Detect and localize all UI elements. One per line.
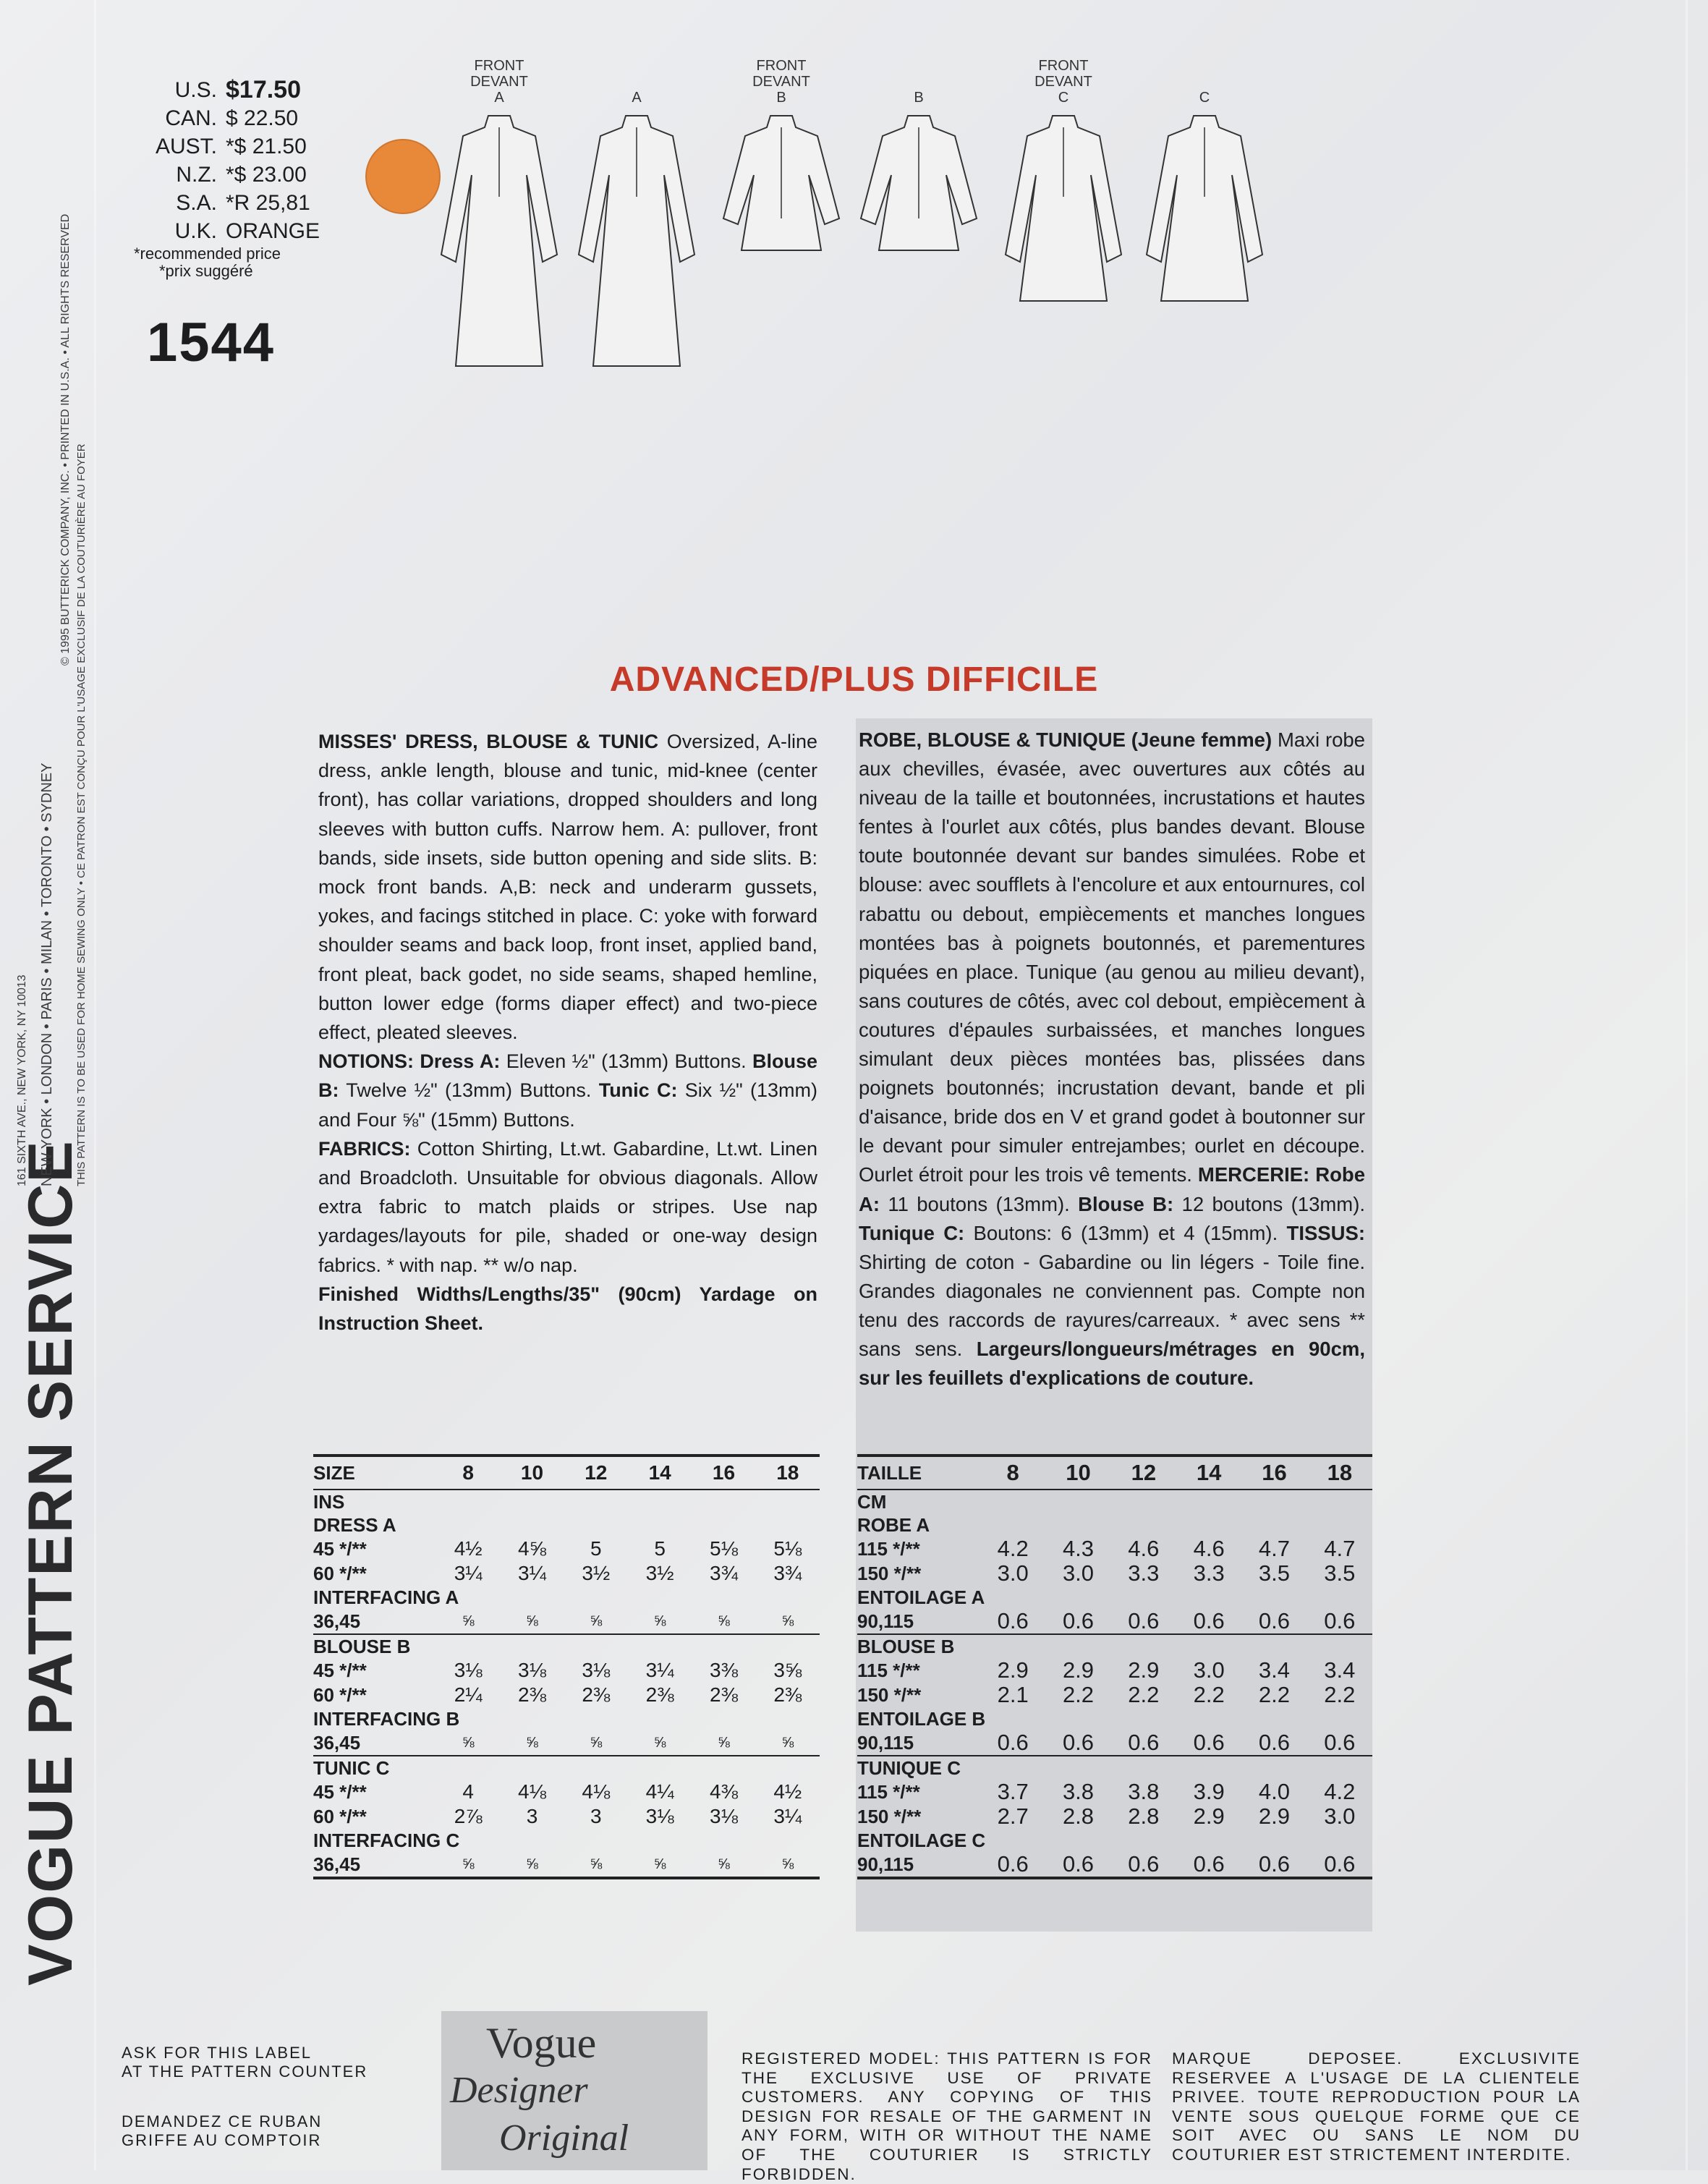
table-row <box>857 1730 1372 1756</box>
notions-c: Six ½" (13mm) and Four ⅝" (15mm) Buttons. <box>318 1079 817 1131</box>
table-cell: 0.6 <box>980 1852 1045 1878</box>
yardage-table-english <box>313 1454 820 1879</box>
row-label: 150 */** <box>857 1806 922 1827</box>
table-cell: 3.4 <box>1258 1657 1291 1683</box>
table-cell: 4½ <box>454 1537 483 1560</box>
english-body: Oversized, A-line dress, ankle length, blouse and tunic, mid-knee (center front), has collar variations, dropped shoulders and long sleeves with button cuffs. Narrow hem. A: pullover, front bands, side insets, side button opening and side slits. B: mock front bands. A,B: neck and underarm gussets, yokes, and facings stitched in place. C: yoke with forward shoulder seams and back loop, front inset, applied band, front pleat, back godet, no side seams, shaped hemline, button lower edge (forms diaper effect) and two-piece effect, pleated sleeves. <box>318 731 817 1044</box>
table-cell: 4⅜ <box>710 1780 738 1803</box>
table-cell: ⅝ <box>628 1852 692 1878</box>
sketch-view <box>709 58 854 255</box>
table-cell: 3¼ <box>518 1562 546 1584</box>
table-cell: 2⅜ <box>710 1683 738 1706</box>
price-value: *R 25,81 <box>226 191 310 215</box>
group-row <box>313 1756 820 1780</box>
row-label: 36,45 <box>313 1610 361 1632</box>
table-cell: 3¼ <box>773 1805 802 1827</box>
sketch-line1: FRONT <box>756 58 807 74</box>
sketch-view: C <box>1058 90 1069 106</box>
french-title: ROBE, BLOUSE & TUNIQUE (Jeune femme) <box>859 728 1272 751</box>
sketch-view <box>1132 58 1277 305</box>
table-cell: 2¼ <box>454 1683 483 1706</box>
table-cell: 4⅝ <box>518 1537 546 1560</box>
group-row <box>857 1513 1372 1537</box>
group-name: INTERFACING C <box>313 1830 460 1851</box>
table-row <box>857 1658 1372 1683</box>
sketch-line2: DEVANT <box>470 74 528 90</box>
price-note: *prix suggéré <box>159 262 253 280</box>
table-cell: 4 <box>462 1780 474 1803</box>
group-row <box>857 1707 1372 1730</box>
row-label: 60 */** <box>313 1563 367 1584</box>
table-cell: 2.9 <box>1128 1657 1160 1683</box>
sketch-view <box>564 58 709 370</box>
price-row <box>134 104 329 132</box>
table-cell: ⅝ <box>590 1613 603 1629</box>
table-cell: 0.6 <box>997 1608 1029 1633</box>
table-cell: 4.3 <box>1062 1536 1095 1561</box>
size-header: 10 <box>500 1456 564 1490</box>
table-cell: 5 <box>654 1537 666 1560</box>
table-cell: 0.6 <box>1193 1608 1225 1633</box>
price-region: N.Z. <box>176 163 217 187</box>
tissus-text: Shirting de coton - Gabardine ou lin légers - Toile fine. Grandes diagonales ne conviennent pas. Compte non tenu des raccords de rayures/carreaux. * avec sens ** sans sens. <box>859 1250 1365 1360</box>
legal-english: REGISTERED MODEL: THIS PATTERN IS FOR THE EXCLUSIVE USE OF PRIVATE CUSTOMERS. ANY COPYING OF THIS DESIGN FOR RESALE OF THE GARMENT IN ANY FORM, WITH OR WITHOUT THE NAME OF THE COUTURIER IS STRICTLY FORBIDDEN. <box>742 2049 1152 2183</box>
table-cell: 3 <box>526 1805 538 1827</box>
table-cell: 2.2 <box>1258 1682 1291 1707</box>
row-label: 90,115 <box>857 1852 980 1878</box>
table-cell: 0.6 <box>1128 1730 1160 1755</box>
table-cell: 2⅞ <box>454 1805 483 1827</box>
table-cell: 2.1 <box>997 1682 1029 1707</box>
garment-sketch-icon <box>434 110 564 370</box>
group-name: TUNIC C <box>313 1756 820 1780</box>
price-note: *recommended price <box>134 245 281 263</box>
table-row <box>313 1683 820 1707</box>
table-header-row <box>857 1456 1372 1490</box>
table-cell: ⅝ <box>781 1735 794 1751</box>
table-cell: 3¾ <box>710 1562 738 1584</box>
group-name: ENTOILAGE A <box>857 1586 985 1608</box>
table-row <box>857 1561 1372 1586</box>
table-cell: 3¾ <box>773 1562 802 1584</box>
table-cell: ⅝ <box>590 1735 603 1751</box>
notions-b-label: Blouse B: <box>318 1050 817 1102</box>
price-list <box>134 76 329 280</box>
table-cell: 0.6 <box>1128 1608 1160 1633</box>
english-description <box>318 727 817 1338</box>
row-label: 150 */** <box>857 1684 922 1706</box>
table-cell: 3¼ <box>454 1562 483 1584</box>
table-cell: 4.0 <box>1258 1779 1291 1804</box>
unit-row <box>313 1490 820 1513</box>
mercerie-c-label: Tunique C: <box>859 1221 965 1244</box>
table-cell: 3.8 <box>1062 1779 1095 1804</box>
spine-home-sewing: THIS PATTERN IS TO BE USED FOR HOME SEWING ONLY • CE PATRON EST CONÇU POUR L'USAGE EXCLUSIF DE LA COUTURIÈRE AU FOYER <box>75 443 88 1186</box>
group-row <box>313 1586 820 1609</box>
spine-copyright: © 1995 BUTTERICK COMPANY, INC. • PRINTED IN U.S.A. • ALL RIGHTS RESERVED <box>59 213 72 666</box>
table-row <box>313 1561 820 1586</box>
sketch-line1: FRONT <box>474 58 524 74</box>
table-cell: 4⅛ <box>582 1780 611 1803</box>
table-cell: 0.6 <box>1045 1852 1110 1878</box>
price-row <box>134 189 329 217</box>
table-row <box>857 1804 1372 1829</box>
size-header-label: SIZE <box>313 1456 436 1490</box>
price-row <box>134 76 329 104</box>
table-cell: 3½ <box>645 1562 674 1584</box>
sketch-line2: DEVANT <box>1034 74 1092 90</box>
table-cell: 4½ <box>773 1780 802 1803</box>
dem-line-1: DEMANDEZ CE RUBAN <box>122 2112 323 2130</box>
french-body: Maxi robe aux chevilles, évasée, avec ouvertures aux côtés au niveau de la taille et boutonnées, incrustations et hautes fentes à l'ourlet aux côtés, plus bandes devant. Blouse toute boutonnée devant sur bandes simulées. Robe et blouse: avec soufflets à l'encolure et aux entournures, col rabattu ou debout, empiècements et manches longues montées bas à poignets boutonnés, et parementures piquées en place. Tunique (au genou au milieu devant), sans coutures de côtés, avec col debout, empiècement à coutures d'épaules surbaissées, et manches longues simulant deux pièces montées bas, plissées dans poignets boutonnés; incrustation devant, bande et pli d'aisance, bride dos en V et grand godet à boutonner sur le devant pour simuler entrejambes; ourlet en découpe. Ourlet étroit pour les trois vê tements. <box>859 728 1365 1186</box>
row-label: 45 */** <box>313 1538 367 1560</box>
group-name: TUNIQUE C <box>857 1756 1372 1780</box>
sketch-view: A <box>632 90 642 106</box>
table-cell: 3.0 <box>1062 1560 1095 1586</box>
table-cell: ⅝ <box>526 1735 538 1751</box>
sketch-view <box>991 58 1136 305</box>
group-row <box>857 1586 1372 1609</box>
sketch-line2: DEVANT <box>752 74 810 90</box>
legal-french: MARQUE DEPOSEE. EXCLUSIVITE RESERVEE A L'USAGE DE LA CLIENTELE PRIVEE. TOUTE REPRODUCTION POUR LA VENTE SOUS QUELQUE FORME QUE CE SOIT AVEC OU SANS LE NOM DU COUTURIER EST STRICTEMENT INTERDITE. <box>1172 2049 1581 2164</box>
table-cell: 2.2 <box>1062 1682 1095 1707</box>
unit-label: INS <box>313 1491 345 1513</box>
table-cell: ⅝ <box>462 1613 475 1629</box>
table-cell: ⅝ <box>756 1852 820 1878</box>
row-label: 115 */** <box>857 1660 920 1681</box>
table-cell: 4.6 <box>1193 1536 1225 1561</box>
table-cell: 0.6 <box>1193 1730 1225 1755</box>
table-cell: 3 <box>590 1805 602 1827</box>
table-cell: 5 <box>590 1537 602 1560</box>
group-row <box>857 1756 1372 1780</box>
table-cell: 4.6 <box>1128 1536 1160 1561</box>
table-cell: 4¼ <box>645 1780 674 1803</box>
table-cell: 2.8 <box>1128 1803 1160 1829</box>
sketch-line1 <box>564 58 709 74</box>
price-region: S.A. <box>176 191 217 215</box>
table-cell: 3.7 <box>997 1779 1029 1804</box>
table-cell: 2⅜ <box>645 1683 674 1706</box>
table-cell: 2.9 <box>1258 1803 1291 1829</box>
label-vogue: Vogue <box>486 2019 597 2067</box>
table-cell: 2.7 <box>997 1803 1029 1829</box>
table-cell: 2⅜ <box>582 1683 611 1706</box>
sketch-view: B <box>776 90 786 106</box>
label-original: Original <box>499 2117 629 2159</box>
largeurs-note: Largeurs/longueurs/métrages en 90cm, sur les feuillets d'explications de couture. <box>859 1337 1365 1390</box>
row-label: 90,115 <box>857 1610 914 1632</box>
table-cell: ⅝ <box>718 1613 730 1629</box>
row-label: 90,115 <box>857 1732 914 1754</box>
group-row <box>313 1829 820 1852</box>
table-row <box>857 1609 1372 1634</box>
sketch-line2 <box>1132 74 1277 90</box>
table-cell: 0.6 <box>1062 1730 1095 1755</box>
row-label: 60 */** <box>313 1806 367 1827</box>
table-cell: 0.6 <box>1241 1852 1307 1878</box>
mercerie-c: Boutons: 6 (13mm) et 4 (15mm). <box>964 1221 1287 1244</box>
group-row <box>857 1634 1372 1658</box>
table-cell: 4.2 <box>1324 1779 1356 1804</box>
mercerie-b-label: Blouse B: <box>1078 1192 1174 1215</box>
table-row <box>313 1804 820 1829</box>
table-cell: 3.0 <box>1324 1803 1356 1829</box>
garment-sketch-icon <box>716 110 846 255</box>
table-cell: 0.6 <box>1111 1852 1176 1878</box>
demandez-label-note <box>122 2112 322 2150</box>
garment-sketch-icon <box>1139 110 1270 305</box>
row-label: 150 */** <box>857 1563 922 1584</box>
row-label: 45 */** <box>313 1660 367 1681</box>
table-cell: 0.6 <box>1062 1608 1095 1633</box>
table-header-row <box>313 1456 820 1490</box>
table-cell: 3.9 <box>1193 1779 1225 1804</box>
table-row <box>857 1852 1372 1878</box>
group-row <box>313 1634 820 1658</box>
table-cell: 3.3 <box>1128 1560 1160 1586</box>
sketch-view <box>846 58 991 255</box>
price-region: U.S. <box>174 78 217 102</box>
designer-label <box>441 2011 708 2170</box>
row-label: 36,45 <box>313 1732 361 1754</box>
price-row <box>134 132 329 161</box>
table-cell: 3.5 <box>1324 1560 1356 1586</box>
table-cell: 3.4 <box>1324 1657 1356 1683</box>
group-name: DRESS A <box>313 1514 396 1536</box>
table-cell: 0.6 <box>1324 1608 1356 1633</box>
table-row <box>857 1537 1372 1561</box>
notions-label: NOTIONS: <box>318 1050 414 1073</box>
size-header: 18 <box>1307 1456 1372 1490</box>
price-value: ORANGE <box>226 219 320 243</box>
table-cell: 0.6 <box>1307 1852 1372 1878</box>
sketch-view: A <box>494 90 504 106</box>
table-cell: 5⅛ <box>773 1537 802 1560</box>
mercerie-a: 11 boutons (13mm). <box>880 1192 1079 1215</box>
yardage-table <box>313 1454 820 1879</box>
group-name: INTERFACING B <box>313 1708 460 1730</box>
size-header: 16 <box>692 1456 755 1490</box>
table-cell: 2.9 <box>997 1657 1029 1683</box>
notions-c-label: Tunic C: <box>598 1079 678 1102</box>
table-row <box>313 1658 820 1683</box>
table-cell: 2.9 <box>1062 1657 1095 1683</box>
ask-line-2: AT THE PATTERN COUNTER <box>122 2062 368 2081</box>
label-designer: Designer <box>450 2070 588 2111</box>
group-name: INTERFACING A <box>313 1586 459 1608</box>
table-row <box>313 1780 820 1804</box>
row-label: 60 */** <box>313 1684 367 1706</box>
table-cell: 3⅛ <box>518 1659 546 1681</box>
notions-a-label: Dress A: <box>420 1050 501 1073</box>
table-cell: 0.6 <box>1258 1608 1291 1633</box>
price-value: $17.50 <box>226 76 301 103</box>
table-cell: 3½ <box>582 1562 611 1584</box>
group-row <box>313 1707 820 1730</box>
size-header: 14 <box>628 1456 692 1490</box>
size-header: 10 <box>1045 1456 1110 1490</box>
yardage-table <box>857 1454 1372 1879</box>
sketch-view: B <box>914 90 924 106</box>
row-label: 45 */** <box>313 1781 367 1803</box>
table-cell: 3.8 <box>1128 1779 1160 1804</box>
table-cell: 2⅜ <box>518 1683 546 1706</box>
table-row <box>313 1537 820 1561</box>
mercerie-label: MERCERIE: Robe A: <box>859 1163 1365 1215</box>
unit-label: CM <box>857 1491 887 1513</box>
table-cell: 5⅛ <box>710 1537 738 1560</box>
sketch-view <box>427 58 572 370</box>
price-row <box>134 217 329 245</box>
table-cell: ⅝ <box>564 1852 628 1878</box>
sketch-line1 <box>1132 58 1277 74</box>
sketch-view: C <box>1199 90 1210 106</box>
size-header: 18 <box>756 1456 820 1490</box>
price-value: *$ 23.00 <box>226 163 307 187</box>
table-cell: ⅝ <box>526 1613 538 1629</box>
notions-a: Eleven ½" (13mm) Buttons. <box>500 1050 752 1073</box>
sketch-line2 <box>564 74 709 90</box>
size-header: 16 <box>1241 1456 1307 1490</box>
size-header: 8 <box>436 1456 500 1490</box>
table-cell: 4.2 <box>997 1536 1029 1561</box>
fold-crease <box>94 0 96 2170</box>
group-name: BLOUSE B <box>857 1634 1372 1658</box>
table-cell: ⅝ <box>653 1735 666 1751</box>
table-row <box>313 1730 820 1756</box>
price-region: AUST. <box>155 135 217 158</box>
group-name: ENTOILAGE C <box>857 1830 986 1851</box>
difficulty-heading: ADVANCED/PLUS DIFFICILE <box>609 660 1099 699</box>
row-label: 115 */** <box>857 1781 920 1803</box>
sketch-line2 <box>846 74 991 90</box>
notions-b: Twelve ½" (13mm) Buttons. <box>339 1079 599 1102</box>
table-cell: 2.2 <box>1324 1682 1356 1707</box>
tissus-label: TISSUS: <box>1286 1221 1365 1244</box>
unit-row <box>857 1490 1372 1513</box>
size-header: 14 <box>1176 1456 1241 1490</box>
table-cell: ⅝ <box>692 1852 755 1878</box>
fabrics-text: Cotton Shirting, Lt.wt. Gabardine, Lt.wt. Linen and Broadcloth. Unsuitable for obvious diagonals. Allow extra fabric to match plaids or stripes. Use nap yardages/layouts for pile, shaded or one-way design fabrics. * with nap. ** w/o nap. <box>318 1137 817 1276</box>
group-name: BLOUSE B <box>313 1634 820 1658</box>
table-cell: 3.0 <box>997 1560 1029 1586</box>
table-cell: 3⅝ <box>773 1659 802 1681</box>
group-row <box>857 1829 1372 1852</box>
table-cell: 4⅛ <box>518 1780 546 1803</box>
size-header: 12 <box>564 1456 628 1490</box>
price-region: U.K. <box>174 219 217 243</box>
table-cell: 3⅛ <box>710 1805 738 1827</box>
garment-sketch-icon <box>854 110 984 255</box>
table-cell: ⅝ <box>781 1613 794 1629</box>
spine-cities: NEW YORK • LONDON • PARIS • MILAN • TORONTO • SYDNEY <box>39 762 55 1186</box>
table-cell: 2.8 <box>1062 1803 1095 1829</box>
pattern-number: 1544 <box>147 312 276 373</box>
table-cell: 0.6 <box>997 1730 1029 1755</box>
table-row <box>313 1609 820 1634</box>
table-cell: 3⅛ <box>582 1659 611 1681</box>
spine-title: VOGUE PATTERN SERVICE <box>16 1139 85 1986</box>
group-name: ROBE A <box>857 1514 930 1536</box>
table-cell: 2.9 <box>1193 1803 1225 1829</box>
table-cell: 3.0 <box>1193 1657 1225 1683</box>
size-header: 8 <box>980 1456 1045 1490</box>
french-description <box>859 726 1365 1393</box>
price-region: CAN. <box>165 106 217 130</box>
table-row <box>857 1683 1372 1707</box>
spine-address: 161 SIXTH AVE., NEW YORK, NY 10013 <box>16 974 28 1186</box>
table-row <box>857 1780 1372 1804</box>
row-label: 115 */** <box>857 1538 920 1560</box>
garment-sketch-icon <box>572 110 702 370</box>
yardage-table-french <box>857 1454 1372 1879</box>
price-value: *$ 21.50 <box>226 135 307 158</box>
table-cell: ⅝ <box>500 1852 564 1878</box>
table-cell: 0.6 <box>1324 1730 1356 1755</box>
table-cell: 4.7 <box>1324 1536 1356 1561</box>
size-header-label: TAILLE <box>857 1456 980 1490</box>
table-cell: ⅝ <box>718 1735 730 1751</box>
ask-line-1: ASK FOR THIS LABEL <box>122 2044 313 2062</box>
table-cell: 2.2 <box>1128 1682 1160 1707</box>
table-cell: 3¼ <box>645 1659 674 1681</box>
table-cell: 2⅜ <box>773 1683 802 1706</box>
sketch-line1 <box>846 58 991 74</box>
table-cell: 4.7 <box>1258 1536 1291 1561</box>
group-row <box>313 1513 820 1537</box>
dem-line-2: GRIFFE AU COMPTOIR <box>122 2131 322 2149</box>
table-cell: 3.3 <box>1193 1560 1225 1586</box>
finished-note: Finished Widths/Lengths/35" (90cm) Yardage on Instruction Sheet. <box>318 1283 817 1335</box>
table-cell: 3⅛ <box>645 1805 674 1827</box>
price-row <box>134 161 329 189</box>
english-title: MISSES' DRESS, BLOUSE & TUNIC <box>318 731 659 752</box>
price-value: $ 22.50 <box>226 106 299 130</box>
fold-crease <box>1686 0 1688 2170</box>
table-cell: 3⅛ <box>454 1659 483 1681</box>
mercerie-b: 12 boutons (13mm). <box>1173 1192 1365 1215</box>
table-cell: 2.2 <box>1193 1682 1225 1707</box>
sketch-line1: FRONT <box>1038 58 1089 74</box>
table-cell: 0.6 <box>1258 1730 1291 1755</box>
ask-label-note <box>122 2044 367 2081</box>
table-cell: 3.5 <box>1258 1560 1291 1586</box>
table-cell: ⅝ <box>653 1613 666 1629</box>
table-cell: ⅝ <box>462 1735 475 1751</box>
garment-sketch-icon <box>998 110 1129 305</box>
table-row <box>313 1852 820 1878</box>
group-name: ENTOILAGE B <box>857 1708 986 1730</box>
table-cell: 0.6 <box>1176 1852 1241 1878</box>
table-cell: ⅝ <box>436 1852 500 1878</box>
fabrics-label: FABRICS: <box>318 1137 411 1160</box>
row-label: 36,45 <box>313 1852 436 1878</box>
size-header: 12 <box>1111 1456 1176 1490</box>
table-cell: 3⅜ <box>710 1659 738 1681</box>
